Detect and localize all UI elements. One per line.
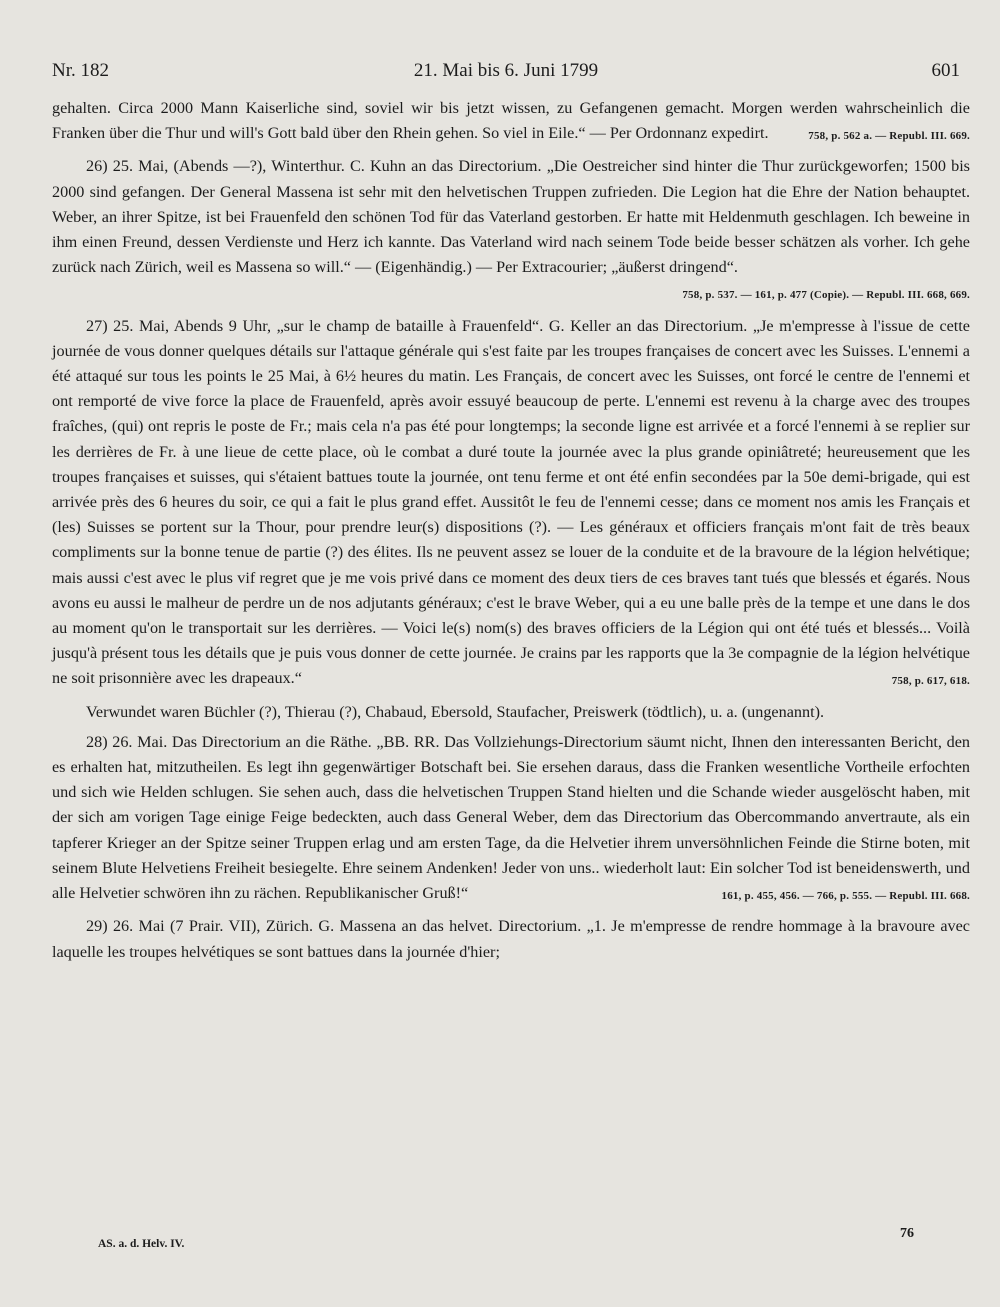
entry-29 [52,914,970,964]
paragraph-continuation [52,96,970,149]
page-number: 601 [931,60,960,81]
paragraph-text: Verwundet waren Büchler (?), Thierau (?), Chabaud, Ebersold, Staufacher, Preiswerk (tödtlich), u. a. (ungenannt). [86,702,825,721]
date-range-title: 21. Mai bis 6. Juni 1799 [413,60,599,81]
entry-28 [52,730,970,909]
document-body [52,96,970,970]
paragraph-text: gehalten. Circa 2000 Mann Kaiserliche sind, soviel wir bis jetzt wissen, zu Gefangenen gemacht. Morgen werden wahrscheinlich die Franken über die Thur und will's Gott bald über den Rhein gehen. So viel in Eile.“ — Per Ordonnanz expedirt. [52,99,970,143]
page-header [52,60,960,88]
wounded-note [52,700,970,725]
paragraph-text: 26) 25. Mai, (Abends —?), Winterthur. C. Kuhn an das Directorium. „Die Oestreicher sind hinter die Thur zurückgeworfen; 1500 bis 2000 sind gefangen. Der General Massena ist sehr mit den helvetischen Truppen zufrieden. Die Legion hat die Ehre der Nation behauptet. Weber, an ihrer Spitze, ist bei Frauenfeld den schönen Tod für das Vaterland gestorben. Er hatte mit Heldenmuth geschlagen. Ich beweine in ihm einen Freund, dessen Verdienste und Herz ich kannte. Das Vaterland wird nach seinem Tode beide besser schätzen als vorher. Ich gehe zurück nach Zürich, weil es Massena so will.“ — (Eigenhändig.) — Per Extracourier; „äußerst dringend“. [52,157,970,277]
paragraph-text: 29) 26. Mai (7 Prair. VII), Zürich. G. Massena an das helvet. Directorium. „1. Je m'empresse de rendre hommage à la bravoure avec laquelle les troupes helvétiques se sont battues dans la journée d'hier; [52,917,970,961]
entry-26 [52,154,970,308]
entry-27 [52,314,970,695]
source-citation: 758, p. 537. — 161, p. 477 (Copie). — Republ. III. 668, 669. [682,289,970,302]
sheet-number: 76 [900,1226,914,1241]
document-number: Nr. 182 [52,60,109,81]
source-citation: 758, p. 617, 618. [891,675,970,688]
source-citation: 758, p. 562 a. — Republ. III. 669. [808,130,970,143]
paragraph-text: 28) 26. Mai. Das Directorium an die Räthe. „BB. RR. Das Vollziehungs-Directorium säumt nicht, Ihnen den interessanten Bericht, den es erhalten hat, mitzutheilen. Es legt ihn gegenwärtiger Botschaft bei. Sie ersehen daraus, dass die Franken wesentliche Vortheile erfochten und sich wie Helden schlugen. Sie sehen auch, dass die helvetischen Truppen Stand hielten und die Schande wieder ausgelöscht haben, mit der sich am vorigen Tage einige Feige bedeckten, auch dass General Weber, dem das Directorium das Obercommando anvertraute, als ein tapferer Krieger an der Spitze seiner Truppen erlag und am ersten Tage, da die Helvetier ihrem unversöhnlichen Feinde die Stirne boten, mit seinem Blute Helvetiens Freiheit besiegelte. Ehre seinem Andenken! Jeder von uns.. wiederholt laut: Ein solcher Tod ist beneidenswerth, und alle Helvetier schwören ihn zu rächen. Republikanischer Gruß!“ [52,732,970,903]
paragraph-text: 27) 25. Mai, Abends 9 Uhr, „sur le champ de bataille à Frauenfeld“. G. Keller an das Directorium. „Je m'empresse à l'issue de cette journée de vous donner quelques détails sur l'attaque générale qui s'est faite par les troupes françaises de concert avec les Suisses. L'ennemi a été attaqué sur tous les points le 25 Mai, à 6½ heures du matin. Les Français, de concert avec les Suisses, ont forcé le centre de l'ennemi et ont remporté de vive force la place de Frauenfeld, après avoir essuyé beaucoup de perte. L'ennemi est revenu à la charge avec des troupes fraîches, (qui) ont repris le poste de Fr.; mais cela n'a pas été pour longtemps; la seconde ligne est arrivée et a forcé l'ennemi à se replier sur les derrières de Fr. à une lieue de cette place, où le combat a duré toute la journée avec la plus grande opiniâtreté; heureusement que les troupes françaises et suisses, qui s'étaient battues toute la journée, ont tenu ferme et ont été enfin secondées par la 50e demi-brigade, qui est arrivée près des 6 heures du soir, ce qui a fait le plus grand effet. Aussitôt le feu de l'ennemi cesse; dans ce moment nos amis les Français et (les) Suisses se portent sur la Thour, pour prendre leur(s) dispositions (?). — Les généraux et officiers français m'ont fait de très beaux compliments sur la bonne tenue de partie (?) des élites. Ils ne peuvent assez se louer de la conduite et de la bravoure de la légion helvétique; mais aussi c'est avec le plus vif regret que je me vois privé dans ce moment des deux tiers de ces braves tant tués que blessés et égarés. Nous avons eu aussi le malheur de perdre un de nos adjutants généraux; c'est le brave Weber, qui a eu une balle près de la tempe et une dans le dos au moment qu'on le transportait sur les derrières. — Voici le(s) nom(s) des braves officiers de la Légion qui ont été tués et blessés... Voilà jusqu'à présent tous les détails que je puis vous donner de cette journée. Je crains par les rapports que la 3e compagnie de la légion helvétique ne soit prisonnière avec les drapeaux.“ [52,316,970,688]
source-citation: 161, p. 455, 456. — 766, p. 555. — Republ. III. 668. [721,890,970,903]
signature-mark: AS. a. d. Helv. IV. [98,1238,185,1250]
